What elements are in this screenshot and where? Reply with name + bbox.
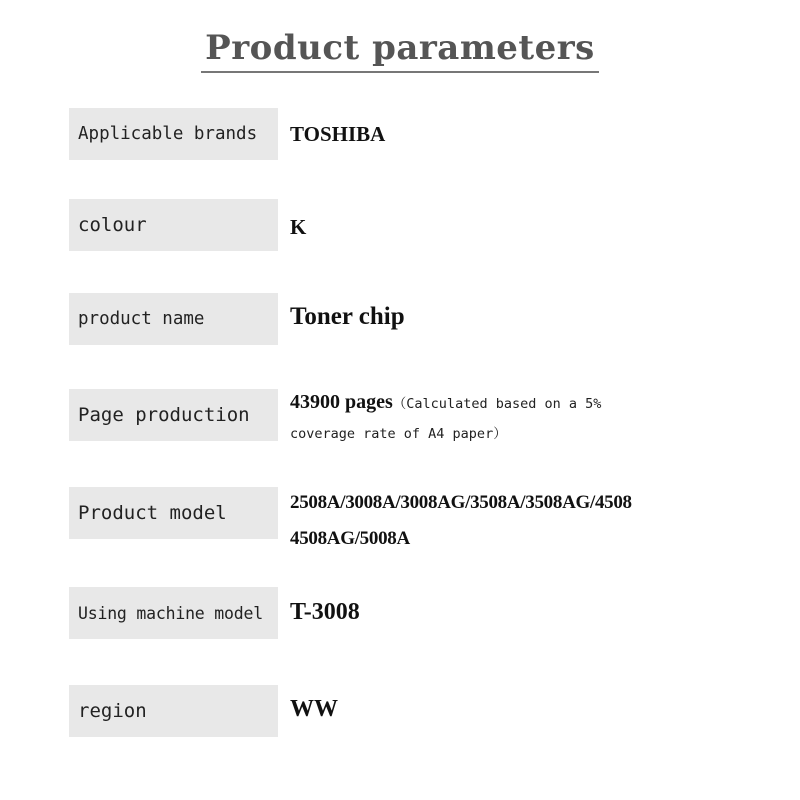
param-label: product name	[69, 293, 278, 345]
param-label: Page production	[69, 389, 278, 441]
param-label: colour	[69, 199, 278, 251]
param-value: WW	[290, 696, 338, 722]
param-value: Toner chip	[290, 303, 405, 330]
param-label: Applicable brands	[69, 108, 278, 160]
param-value-block	[290, 387, 770, 449]
param-note: （Calculated based on a 5%	[392, 396, 602, 412]
page-title: Product parameters	[201, 28, 599, 73]
param-value-block	[290, 485, 770, 557]
param-value: T-3008	[290, 599, 360, 625]
param-value: TOSHIBA	[290, 122, 386, 146]
param-value: 43900 pages	[290, 391, 393, 413]
param-note: coverage rate of A4 paper）	[290, 426, 507, 442]
param-label: Product model	[69, 487, 278, 539]
param-label: Using machine model	[69, 587, 278, 639]
param-value: 4508AG/5008A	[290, 528, 410, 549]
param-value: K	[290, 215, 307, 239]
param-value: 2508A/3008A/3008AG/3508A/3508AG/4508	[290, 492, 632, 513]
page-title-container	[0, 28, 800, 73]
param-label: region	[69, 685, 278, 737]
